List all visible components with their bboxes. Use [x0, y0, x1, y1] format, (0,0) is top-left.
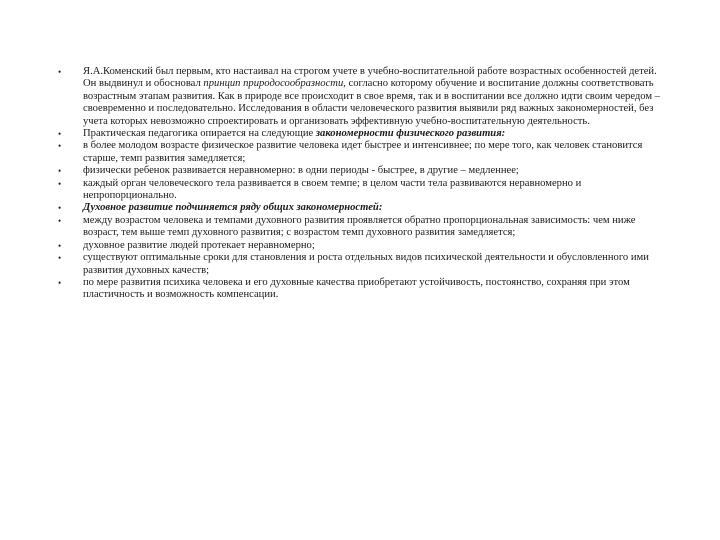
- bullet-item-spiritual-intro: [56, 202, 668, 214]
- bullet-icon: •: [58, 67, 62, 77]
- bullet-item-physical-uneven: [56, 165, 668, 177]
- bullet-item-physical-organs: [56, 178, 668, 203]
- text-run: между возрастом человека и темпами духовного развития проявляется обратно пропорциональная зависимость: чем ниже возраст, тем выше темп духовного развития; с возрастом темп духовного развития замедляется;: [83, 214, 636, 239]
- text-run: Я.А.Коменский был первым, кто настаивал на строгом учете в учебно-воспитательной работе возрастных особенностей детей. Он выдвинул и обосновал: [83, 66, 657, 90]
- text-run: физически ребенок развивается неравномерно: в одни периоды - быстрее, в другие – медленнее;: [83, 165, 519, 177]
- text-run-italic: принцип природосообразности,: [203, 78, 346, 90]
- bullet-item-spiritual-optimal: [56, 252, 668, 277]
- text-run: существуют оптимальные сроки для становления и роста отдельных видов психической деятельности и обусловленного ими развития духовных качеств;: [83, 252, 649, 276]
- bullet-icon: •: [58, 203, 62, 214]
- bullet-item-physical-age: [56, 140, 668, 165]
- bullet-icon: •: [58, 240, 62, 251]
- text-run: духовное развитие людей протекает неравномерно;: [83, 239, 315, 251]
- bullet-icon: •: [58, 141, 62, 152]
- text-run: Практическая педагогика опирается на следующие: [83, 128, 316, 140]
- bullet-item-physical-intro: [56, 128, 668, 140]
- text-run: каждый орган человеческого тела развивается в своем темпе; в целом части тела развиваются неравномерно и непропорционально.: [83, 177, 582, 202]
- bullet-icon: •: [58, 215, 62, 226]
- bullet-item-spiritual-age: [56, 215, 668, 240]
- text-run: согласно которому обучение и воспитание должны соответствовать возрастным этапам развития. Как в природе все происходит в свое время, так и в воспитании все должно идти своим чередом – своевременно и последовательно. Исследования в области человеческого развития выявили ряд важных закономерностей, без учета которых невозможно спроектировать и организовать эффективную учебно-воспитательную деятельность.: [83, 78, 661, 127]
- bullet-icon: •: [58, 166, 62, 177]
- bullet-item-spiritual-uneven: [56, 240, 668, 252]
- bullet-icon: •: [58, 129, 62, 140]
- bullet-item-komensky: [56, 66, 668, 128]
- bullet-icon: •: [58, 178, 62, 189]
- text-run: по мере развития психика человека и его духовные качества приобретают устойчивость, постоянство, сохраняя при этом пластичность и возможность компенсации.: [83, 276, 630, 301]
- bullet-list: [56, 66, 668, 302]
- text-run-bold-italic: Духовное развитие подчиняется ряду общих закономерностей:: [83, 202, 383, 214]
- bullet-icon: •: [58, 277, 62, 288]
- text-run: в более молодом возрасте физическое развитие человека идет быстрее и интенсивнее; по мере того, как человек становится старше, темп развития замедляется;: [83, 140, 643, 164]
- bullet-icon: •: [58, 253, 62, 264]
- text-run-bold-italic: закономерности физического развития:: [315, 128, 506, 140]
- bullet-item-spiritual-stability: [56, 277, 668, 302]
